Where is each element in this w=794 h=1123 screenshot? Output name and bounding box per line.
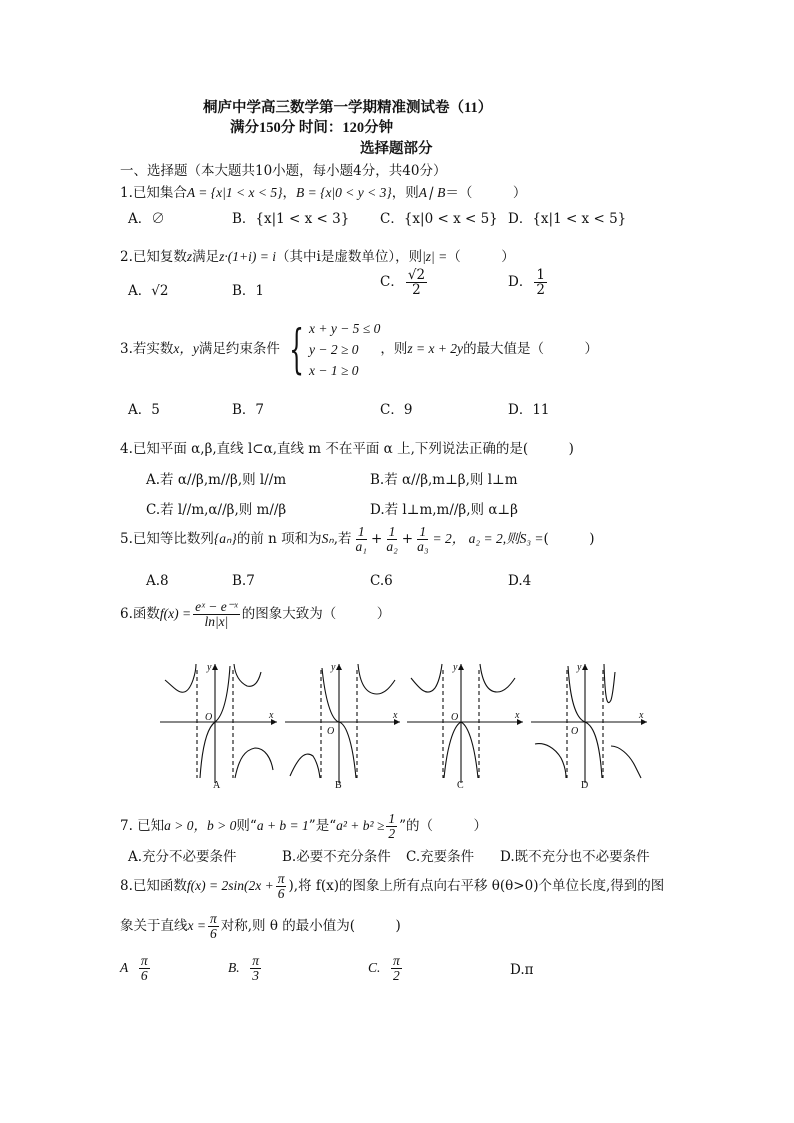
q7-option-b: B.必要不充分条件 — [282, 849, 391, 865]
question-8-stem: 8.已知函数f(x) = 2sin(2x + $\frac{\pi}{6}$ ),将 f(x)的图象上所有点向右平移 θ(θ>0)个单位长度,得到的图 — [120, 871, 665, 902]
page-title: 桐庐中学高三数学第一学期精准测试卷（11） — [203, 100, 493, 116]
q3-option-d: D．11 — [508, 402, 550, 418]
graph-label-a: A — [213, 780, 221, 791]
q8-option-d: D.π — [510, 962, 534, 978]
question-6-stem: 6.函数f(x) = $\frac{\text{eˣ − e⁻ˣ}}{\ln|x|}$ 的图象大致为（ ） — [120, 599, 391, 630]
q2-option-a: A．√2 — [128, 283, 169, 299]
q3-option-c: C．9 — [380, 402, 413, 418]
constraint-brace: { — [288, 319, 304, 380]
q3-option-b: B．7 — [232, 402, 265, 418]
q2-option-b: B．1 — [232, 283, 265, 299]
question-8-stem-line2: 象关于直线x = $\frac{\pi}{6}$ 对称,则 θ 的最小值为( ) — [120, 911, 401, 942]
q1-option-a: A．∅ — [128, 211, 165, 227]
q7-option-d: D.既不充分也不必要条件 — [500, 849, 650, 865]
constraint-system: x + y − 5 ≤ 0 y − 2 ≥ 0 x − 1 ≥ 0 — [308, 321, 381, 378]
svg-text:O: O — [571, 726, 579, 737]
q7-option-a: A.充分不必要条件 — [128, 849, 237, 865]
svg-text:x: x — [515, 710, 520, 721]
exam-meta: 满分150分 时间：120分钟 — [230, 120, 394, 136]
question-1-stem: 1.已知集合A = {x|1 < x < 5}，B = {x|0 < y < 3}，则A∣ B＝（ ） — [120, 185, 527, 201]
part-heading: 一、选择题（本大题共10小题，每小题4分，共40分） — [120, 163, 447, 179]
q4-option-b: B.若 α//β,m⊥β,则 l⊥m — [370, 472, 518, 488]
graph-b — [285, 664, 400, 783]
q5-option-c: C.6 — [370, 573, 393, 589]
q5-option-a: A.8 — [146, 573, 169, 589]
question-2-stem: 2.已知复数z满足z·(1+i) = i（其中i是虚数单位），则|z| =（ ） — [120, 249, 515, 265]
svg-text:O: O — [327, 726, 335, 737]
svg-text:O: O — [205, 712, 213, 723]
graph-label-c: C — [457, 780, 464, 791]
q1-option-b: B．{x|1 < x < 3} — [232, 211, 350, 227]
q1-option-d: D．{x|1 < x < 5} — [508, 211, 627, 227]
q2-option-c: C． $\frac{√2}{2}$ — [380, 267, 426, 299]
question-5-stem: 5.已知等比数列{aₙ}的前 n 项和为Sₙ,若 $\frac{1}{\text{a₁}}$ + $\frac{1}{\text{a₂}}$ + $\frac{1}{\text{a₃}}$ = 2， a₂ = 2,则S₃ =( ) — [120, 524, 595, 555]
graph-c — [407, 664, 523, 783]
svg-text:y: y — [453, 662, 458, 673]
section-title: 选择题部分 — [360, 141, 433, 157]
q8-option-a: A $\frac{\pi}{6}$ — [120, 953, 148, 984]
svg-text:y: y — [207, 662, 212, 673]
q4-option-a: A.若 α//β,m//β,则 l//m — [146, 472, 287, 488]
q2-option-d: D． $\frac{1}{2}$ — [508, 267, 545, 299]
graph-label-b: B — [335, 780, 342, 791]
q6-graphs — [155, 658, 655, 793]
svg-text:y: y — [577, 662, 582, 673]
svg-text:O: O — [451, 712, 459, 723]
q5-option-b: B.7 — [232, 573, 255, 589]
q4-option-d: D.若 l⊥m,m//β,则 α⊥β — [370, 502, 518, 518]
svg-text:y: y — [331, 662, 336, 673]
q8-option-b: B. $\frac{\pi}{3}$ — [228, 953, 259, 984]
svg-text:x: x — [269, 710, 274, 721]
question-4-stem: 4.已知平面 α,β,直线 l⊂α,直线 m 不在平面 α 上,下列说法正确的是( ) — [120, 441, 574, 457]
svg-text:x: x — [639, 710, 644, 721]
q3-option-a: A．5 — [128, 402, 160, 418]
graph-a — [160, 664, 277, 783]
q8-option-c: C. $\frac{\pi}{2}$ — [368, 953, 400, 984]
q7-option-c: C.充要条件 — [406, 849, 475, 865]
q5-option-d: D.4 — [508, 573, 532, 589]
q1-option-c: C．{x|0 < x < 5} — [380, 211, 498, 227]
graph-d — [531, 664, 647, 783]
q4-option-c: C.若 l//m,α//β,则 m//β — [146, 502, 287, 518]
question-3-stem: 3.若实数x，y满足约束条件 { x + y − 5 ≤ 0 y − 2 ≥ 0 x − 1 ≥ 0 ，则z = x + 2y的最大值是（ ） — [120, 319, 599, 380]
question-7-stem: 7. 已知a > 0，b > 0则“a + b = 1”是“a² + b² ≥ $\frac{1}{2}$ ”的（ ） — [120, 811, 488, 842]
svg-text:x: x — [393, 710, 398, 721]
graph-label-d: D — [581, 780, 589, 791]
